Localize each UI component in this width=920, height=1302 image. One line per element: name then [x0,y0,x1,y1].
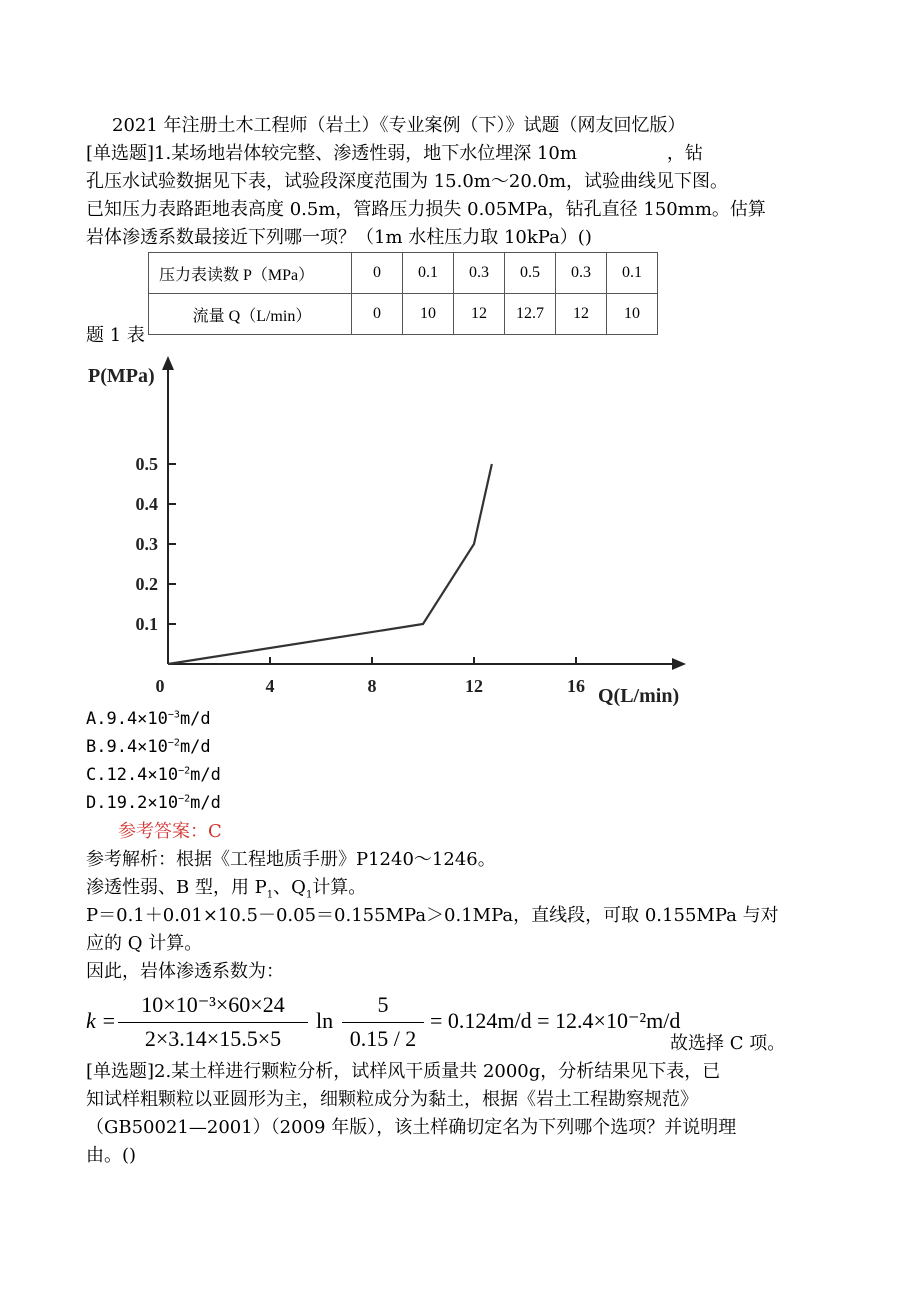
formula-denominator: 0.15 / 2 [349,1026,417,1051]
y-axis-label: P(MPa) [88,365,155,387]
table-cell: 0.5 [505,253,556,294]
table-cell: 12 [454,294,505,335]
permeability-formula [86,990,681,1060]
origin-label: 0 [155,676,165,696]
fraction-bar [118,1022,308,1023]
question-2-line-1: [单选题]2.某土样进行颗粒分析，试样风干质量共 2000g，分析结果见下表，已 [86,1061,721,1082]
table-cell: 0 [352,253,403,294]
option-exponent: −2 [178,793,191,805]
p-q-chart [86,346,706,706]
option-text: A.9.4×10 [86,709,168,729]
option-a [86,706,211,732]
table-caption: 题 1 表 [86,325,145,346]
option-text: D.19.2×10 [86,793,179,813]
y-tick-label: 0.4 [135,494,158,514]
y-tick-label: 0.1 [135,614,158,634]
option-text: C.12.4×10 [86,765,179,785]
analysis-line [86,874,366,902]
question-2-line-4: 由。() [86,1145,137,1166]
question-1-line-4: 岩体渗透系数最接近下列哪一项？（1m 水柱压力取 10kPa）() [86,227,592,248]
formula-denominator: 2×3.14×15.5×5 [144,1026,282,1051]
table-cell: 0.1 [607,253,658,294]
x-tick-label: 16 [567,676,585,696]
subscript: 1 [266,889,274,901]
option-c [86,762,221,788]
x-tick-label: 4 [265,676,275,696]
table-cell: 流量 Q（L/min） [149,294,352,335]
option-unit: m/d [190,793,221,813]
analysis-line: P＝0.1＋0.01×10.5－0.05＝0.155MPa＞0.1MPa，直线段，可取 0.155MPa 与对 [86,905,779,926]
option-d [86,790,221,816]
table-row [149,253,658,294]
test-data-table [148,252,658,335]
analysis-text: 计算。 [312,877,367,898]
option-text: B.9.4×10 [86,737,168,757]
question-1-line-1: [单选题]1.某场地岩体较完整、渗透性弱，地下水位埋深 10m ，钻 [86,143,703,164]
option-exponent: −2 [178,765,191,777]
table-cell: 0 [352,294,403,335]
formula-numerator: 5 [377,992,389,1017]
subscript: 1 [305,889,313,901]
x-axis-arrow-icon [672,658,686,670]
formula-ln: ln [316,1008,334,1033]
table-cell: 12 [556,294,607,335]
question-1-line-3: 已知压力表路距地表高度 0.5m，管路压力损失 0.05MPa，钻孔直径 150mm。估算 [86,199,766,220]
analysis-text: 、Q [273,877,306,898]
table-cell: 0.1 [403,253,454,294]
x-tick-label: 12 [465,676,483,696]
fraction-bar [342,1022,424,1023]
table-cell: 0.3 [454,253,505,294]
formula-numerator: 10×10⁻³×60×24 [141,992,285,1017]
conclusion-text: 故选择 C 项。 [670,1033,786,1054]
question-2-line-3: （GB50021—2001）（2009 年版），该土样确切定名为下列哪个选项？并说明理 [86,1117,737,1138]
table-cell: 10 [403,294,454,335]
x-axis-label: Q(L/min) [598,685,680,706]
formula-k: k = [86,1008,117,1033]
table-cell: 压力表读数 P（MPa） [149,253,352,294]
option-unit: m/d [179,709,211,729]
y-tick-label: 0.3 [135,534,158,554]
reference-answer: 参考答案：C [118,821,222,842]
analysis-line: 参考解析：根据《工程地质手册》P1240～1246。 [86,849,496,870]
question-1-line-2: 孔压水试验数据见下表，试验段深度范围为 15.0m～20.0m，试验曲线见下图。 [86,171,729,192]
option-exponent: −3 [167,709,180,721]
x-tick-label: 8 [367,676,377,696]
question-2-line-2: 知试样粗颗粒以亚圆形为主，细颗粒成分为黏土，根据《岩土工程勘察规范》 [86,1089,698,1110]
y-axis-arrow-icon [162,356,174,370]
formula-result: = 0.124m/d = 12.4×10⁻²m/d [430,1008,681,1033]
table-row [149,294,658,335]
analysis-line: 因此，岩体渗透系数为： [86,961,284,982]
table-cell: 10 [607,294,658,335]
y-tick-label: 0.5 [135,454,158,474]
analysis-line: 应的 Q 计算。 [86,933,203,954]
analysis-text: 渗透性弱、B 型，用 P [86,877,267,898]
option-unit: m/d [179,737,211,757]
table-cell: 0.3 [556,253,607,294]
y-tick-label: 0.2 [135,574,158,594]
option-b [86,734,211,760]
option-exponent: −2 [167,737,180,749]
series-line [168,464,492,664]
document-title: 2021 年注册土木工程师（岩土）《专业案例（下）》试题（网友回忆版） [112,115,686,136]
table-cell: 12.7 [505,294,556,335]
option-unit: m/d [190,765,221,785]
